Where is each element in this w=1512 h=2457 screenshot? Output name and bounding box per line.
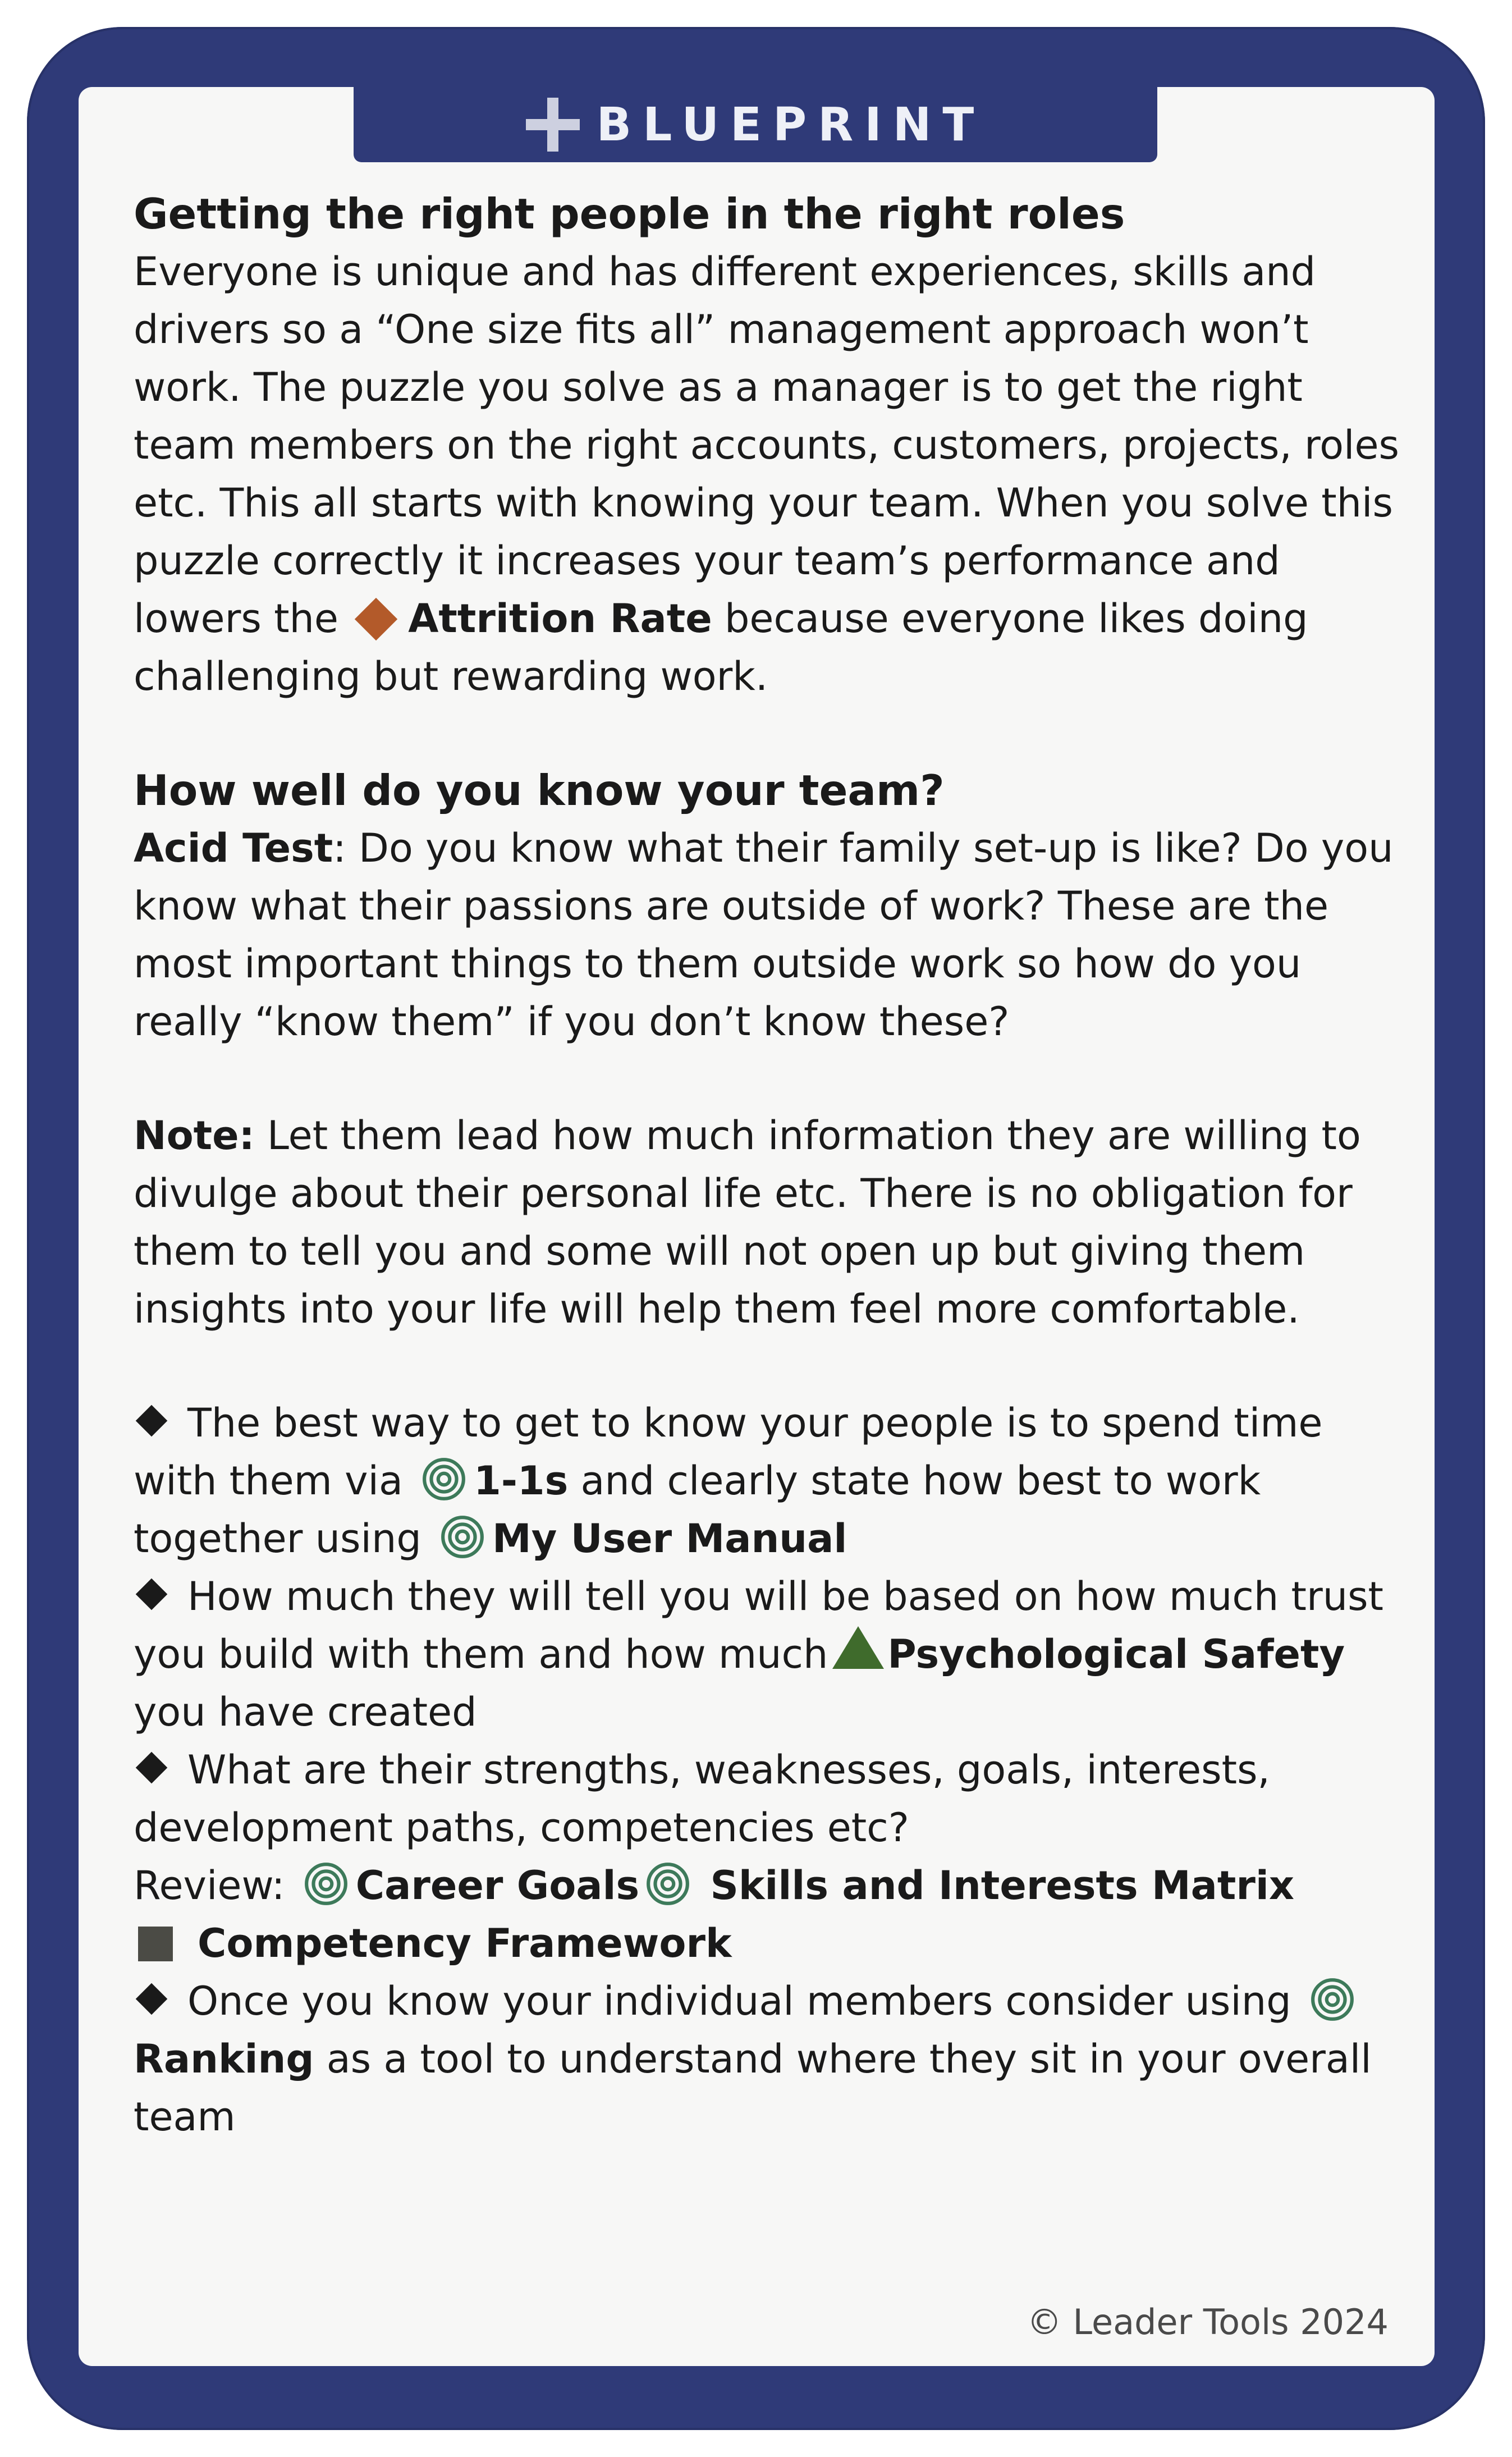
bullet-diamond-icon	[136, 1578, 168, 1610]
review-label: Review:	[134, 1863, 285, 1909]
header-tab	[354, 87, 1157, 162]
bullet-item-2	[134, 1568, 1402, 1741]
review-line	[134, 1857, 1402, 1915]
spiral-icon	[645, 1861, 691, 1907]
card-content	[134, 185, 1402, 2146]
section2-heading: How well do you know your team?	[134, 766, 945, 815]
plus-icon	[526, 98, 580, 152]
bullet-2-text-b: you have created	[134, 1689, 477, 1735]
diamond-icon	[355, 598, 397, 640]
acid-test-label: Acid Test	[134, 825, 333, 871]
bullet-4-text-a: Once you know your individual members consider using	[187, 1978, 1291, 2024]
section1-body	[134, 243, 1402, 706]
spiral-icon	[421, 1456, 467, 1502]
career-goals-link[interactable]: Career Goals	[355, 1863, 640, 1909]
bullet-item-4	[134, 1973, 1402, 2146]
bullet-item-1	[134, 1394, 1402, 1568]
bullet-diamond-icon	[136, 1752, 168, 1784]
skills-interests-matrix-link[interactable]: Skills and Interests Matrix	[710, 1863, 1295, 1909]
acid-test-text: : Do you know what their family set-up is like? Do you know what their passions are outside of work? These are the most important things to them outside work so how do you really “know them” if you don’t know these?	[134, 825, 1394, 1045]
square-icon	[138, 1927, 173, 1961]
bullet-1-text-a: The best way to get to know your people is to spend time with them via	[134, 1400, 1323, 1504]
my-user-manual-link[interactable]: My User Manual	[492, 1516, 847, 1562]
bullet-1-text-b: and clearly state how best to work together using	[134, 1458, 1261, 1562]
section2-body	[134, 820, 1402, 1051]
bullet-3-text: What are their strengths, weaknesses, goals, interests, development paths, competencies etc?	[134, 1747, 1270, 1851]
triangle-icon	[832, 1626, 884, 1669]
competency-framework-link[interactable]: Competency Framework	[198, 1920, 732, 1966]
note-text: Let them lead how much information they are willing to divulge about their personal life etc. There is no obligation for them to tell you and some will not open up but giving them insights into your life will help them feel more comfortable.	[134, 1113, 1361, 1332]
attrition-rate-link[interactable]: Attrition Rate	[408, 596, 712, 642]
spiral-icon	[303, 1861, 349, 1907]
psychological-safety-link[interactable]: Psychological Safety	[887, 1631, 1345, 1677]
note-label: Note:	[134, 1113, 255, 1159]
bullet-diamond-icon	[136, 1983, 168, 2015]
bullet-4-text-b: as a tool to understand where they sit in your overall team	[134, 2036, 1372, 2140]
section1-body-before: Everyone is unique and has different experiences, skills and drivers so a “One size fits all” management approach won’t work. The puzzle you solve as a manager is to get the right team members on the right accounts, customers, projects, roles etc. This all starts with knowing your team. When you solve this puzzle correctly it increases your team’s performance and lowers the	[134, 249, 1400, 642]
header-title: BLUEPRINT	[596, 98, 986, 152]
bullet-diamond-icon	[136, 1405, 168, 1437]
spiral-icon	[439, 1514, 485, 1560]
one-on-ones-link[interactable]: 1-1s	[474, 1458, 569, 1504]
bullet-item-3	[134, 1741, 1402, 1857]
ranking-link[interactable]: Ranking	[134, 2036, 314, 2082]
copyright: © Leader Tools 2024	[1027, 2302, 1389, 2342]
section1-heading: Getting the right people in the right roles	[134, 189, 1125, 239]
note-paragraph	[134, 1107, 1402, 1338]
bullet-2-text-a: How much they will tell you will be based on how much trust you build with them and how much	[134, 1573, 1384, 1677]
spiral-icon	[1309, 1976, 1355, 2023]
review-line-2	[134, 1915, 1402, 1973]
section1-body-after: because everyone likes doing challenging but rewarding work.	[134, 596, 1308, 699]
